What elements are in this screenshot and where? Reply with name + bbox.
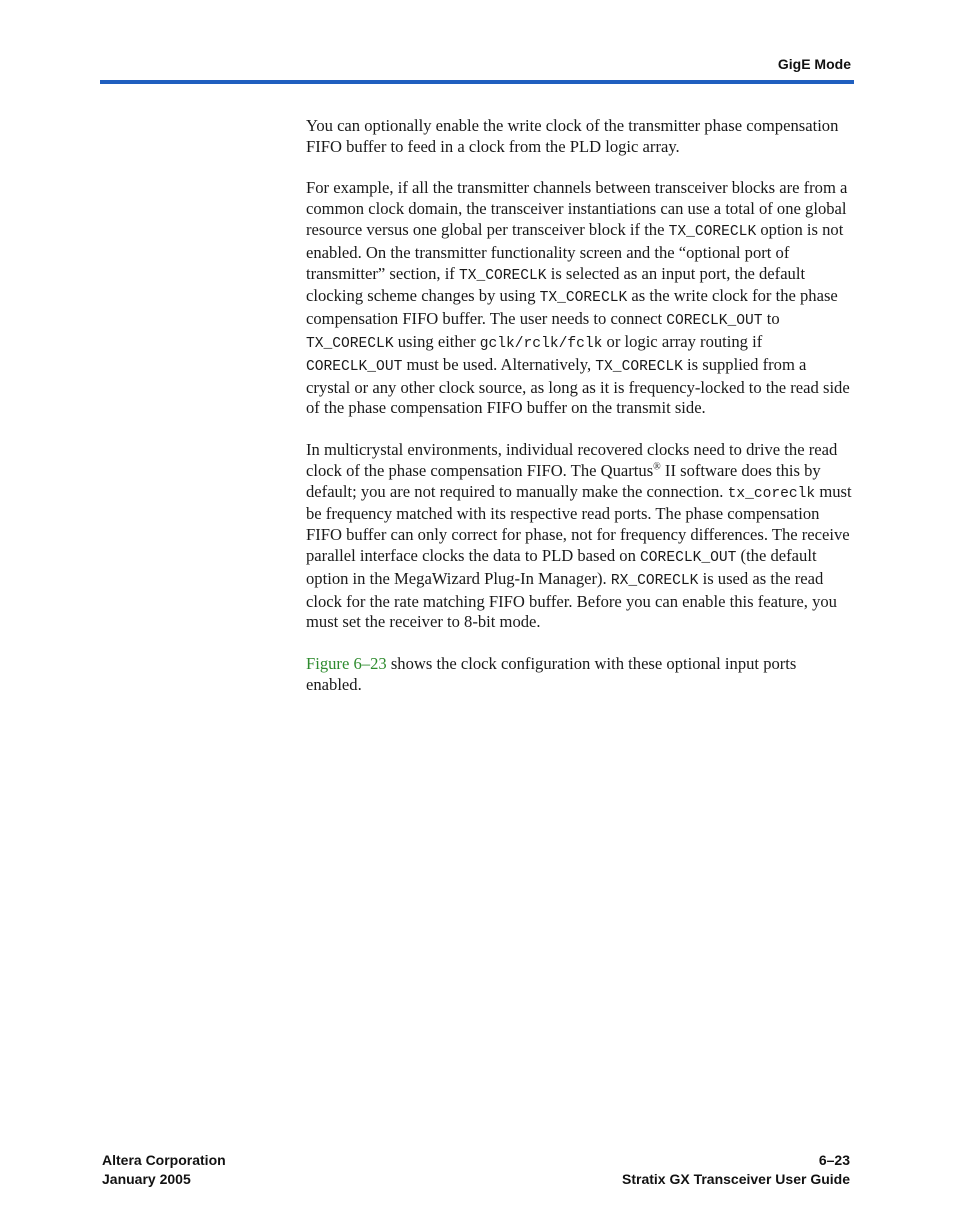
- footer-doc-title: Stratix GX Transceiver User Guide: [622, 1171, 850, 1187]
- footer-right: [622, 1151, 850, 1189]
- footer-left: [102, 1151, 226, 1189]
- text-run: For example, if all the transmitter channels between transceiver blocks are from a common clock domain, the transceiver instantiations can use a total of one global resource versus one global per transceiver block if the: [306, 178, 848, 239]
- text-run: option is not enabled. On the transmitter functionality screen and the “optional port of transmitter” section, if: [306, 219, 844, 283]
- paragraph-2: [306, 178, 852, 419]
- text-run: is supplied from a crystal or any other clock source, as long as it is frequency-locked to the read side of the phase compensation FIFO buffer on the transmit side.: [306, 354, 850, 418]
- code-term: TX_CORECLK: [458, 267, 547, 284]
- text-run: using either: [393, 331, 480, 351]
- footer-date: January 2005: [102, 1171, 191, 1187]
- text-run: is selected as an input port, the default clocking scheme changes by using: [306, 263, 806, 306]
- paragraph-3: [306, 440, 852, 633]
- registered-mark: ®: [653, 461, 661, 473]
- code-term: CORECLK_OUT: [640, 549, 737, 566]
- paragraph-4: [306, 654, 852, 696]
- text-run: must be used. Alternatively,: [402, 354, 596, 374]
- paragraph-1: [306, 116, 852, 158]
- text-run: to: [762, 309, 780, 329]
- code-term: RX_CORECLK: [610, 572, 699, 589]
- footer-page-number: 6–23: [818, 1152, 850, 1168]
- body-text: [306, 116, 852, 716]
- text-run: as the write clock for the phase compensation FIFO buffer. The user needs to connect: [306, 286, 838, 329]
- code-term: TX_CORECLK: [306, 335, 394, 352]
- paragraph-1-text: You can optionally enable the write clock of the transmitter phase compensation FIFO buffer to feed in a clock from the PLD logic array.: [306, 116, 839, 156]
- code-term: tx_coreclk: [727, 485, 816, 502]
- code-term: CORECLK_OUT: [666, 313, 763, 330]
- text-run: shows the clock configuration with these optional input ports enabled.: [306, 653, 797, 694]
- text-run: must be frequency matched with its respective read ports. The phase compensation FIFO buffer can only correct for phase, not for frequency differences. The receive parallel interface clocks the data to PLD based on: [306, 481, 852, 565]
- text-run: (the default option in the MegaWizard Plug-In Manager).: [306, 545, 817, 588]
- text-run: In multicrystal environments, individual recovered clocks need to drive the read clock of the phase compensation FIFO. The Quartus: [306, 439, 838, 480]
- text-run: or logic array routing if: [602, 331, 763, 351]
- header-rule: [100, 80, 854, 84]
- figure-link[interactable]: Figure 6–23: [306, 653, 387, 673]
- code-term: TX_CORECLK: [595, 358, 683, 375]
- code-term: TX_CORECLK: [668, 223, 757, 240]
- code-term: CORECLK_OUT: [306, 358, 403, 375]
- code-term: gclk/rclk/fclk: [479, 335, 603, 352]
- running-header-title: GigE Mode: [777, 56, 851, 72]
- text-run: is used as the read clock for the rate matching FIFO buffer. Before you can enable this feature, you must set the receiver to 8-bit mode.: [306, 568, 837, 632]
- text-run: II software does this by default; you are not required to manually make the connection.: [306, 460, 821, 501]
- code-term: TX_CORECLK: [539, 290, 628, 307]
- footer-company: Altera Corporation: [102, 1152, 226, 1168]
